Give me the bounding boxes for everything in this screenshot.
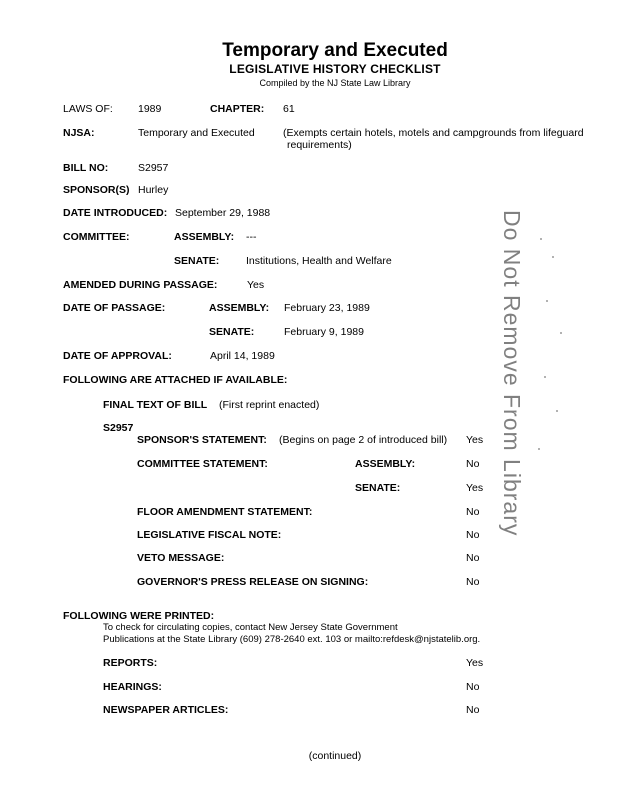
newspaper-label: NEWSPAPER ARTICLES: — [103, 704, 229, 716]
scan-speck — [556, 410, 558, 412]
committee-senate-value: Institutions, Health and Welfare — [246, 255, 392, 267]
bill-no-value: S2957 — [138, 162, 169, 174]
newspaper-value: No — [466, 704, 480, 716]
njsa-value: Temporary and Executed — [138, 127, 255, 139]
laws-of-value: 1989 — [138, 103, 162, 115]
page-subtitle: LEGISLATIVE HISTORY CHECKLIST — [229, 62, 441, 76]
continued-note: (continued) — [308, 750, 362, 762]
press-release-label: GOVERNOR'S PRESS RELEASE ON SIGNING: — [137, 576, 369, 588]
cs-assembly-value: No — [466, 458, 480, 470]
date-passage-label: DATE OF PASSAGE: — [63, 302, 166, 314]
scan-speck — [544, 376, 546, 378]
bill-no-label: BILL NO: — [63, 162, 109, 174]
compiled-by: Compiled by the NJ State Law Library — [259, 78, 411, 88]
hearings-label: HEARINGS: — [103, 681, 162, 693]
sponsor-statement-note: (Begins on page 2 of introduced bill) — [279, 434, 448, 446]
floor-amendment-value: No — [466, 506, 480, 518]
reports-value: Yes — [466, 657, 484, 669]
passage-senate-value: February 9, 1989 — [284, 326, 364, 338]
date-introduced-value: September 29, 1988 — [175, 207, 271, 219]
hearings-value: No — [466, 681, 480, 693]
scan-speck — [540, 238, 542, 240]
scan-speck — [538, 448, 540, 450]
njsa-note-line-2: requirements) — [287, 139, 352, 151]
njsa-note-line-1: (Exempts certain hotels, motels and campgrounds from lifeguard — [283, 127, 584, 139]
laws-of-label: LAWS OF: — [63, 103, 113, 115]
cs-senate-label: SENATE: — [355, 482, 401, 494]
reports-label: REPORTS: — [103, 657, 158, 669]
sponsor-label: SPONSOR(S) — [63, 184, 130, 196]
veto-message-label: VETO MESSAGE: — [137, 552, 225, 564]
date-approval-label: DATE OF APPROVAL: — [63, 350, 172, 362]
chapter-value: 61 — [283, 103, 295, 115]
sponsor-value: Hurley — [138, 184, 169, 196]
final-text-label: FINAL TEXT OF BILL — [103, 399, 208, 411]
committee-senate-label: SENATE: — [174, 255, 220, 267]
sponsor-statement-label: SPONSOR'S STATEMENT: — [137, 434, 267, 446]
committee-statement-label: COMMITTEE STATEMENT: — [137, 458, 268, 470]
scan-speck — [552, 256, 554, 258]
committee-assembly-value: --- — [246, 231, 257, 243]
passage-assembly-label: ASSEMBLY: — [209, 302, 270, 314]
date-introduced-label: DATE INTRODUCED: — [63, 207, 168, 219]
bill-tag: S2957 — [103, 422, 134, 434]
scan-speck — [546, 300, 548, 302]
passage-senate-label: SENATE: — [209, 326, 255, 338]
veto-message-value: No — [466, 552, 480, 564]
chapter-label: CHAPTER: — [210, 103, 265, 115]
njsa-label: NJSA: — [63, 127, 95, 139]
scan-speck — [560, 332, 562, 334]
fiscal-note-value: No — [466, 529, 480, 541]
amended-label: AMENDED DURING PASSAGE: — [63, 279, 218, 291]
printed-note-line-1: To check for circulating copies, contact New Jersey State Government — [103, 622, 398, 633]
final-text-note: (First reprint enacted) — [219, 399, 320, 411]
committee-label: COMMITTEE: — [63, 231, 130, 243]
printed-note-line-2: Publications at the State Library (609) 278-2640 ext. 103 or mailto:refdesk@njstatelib.org. — [103, 634, 481, 645]
passage-assembly-value: February 23, 1989 — [284, 302, 370, 314]
cs-senate-value: Yes — [466, 482, 484, 494]
fiscal-note-label: LEGISLATIVE FISCAL NOTE: — [137, 529, 282, 541]
press-release-value: No — [466, 576, 480, 588]
date-approval-value: April 14, 1989 — [210, 350, 275, 362]
committee-assembly-label: ASSEMBLY: — [174, 231, 235, 243]
page-title: Temporary and Executed — [222, 40, 448, 61]
amended-value: Yes — [247, 279, 265, 291]
cs-assembly-label: ASSEMBLY: — [355, 458, 416, 470]
attached-heading: FOLLOWING ARE ATTACHED IF AVAILABLE: — [63, 374, 288, 386]
printed-heading: FOLLOWING WERE PRINTED: — [63, 610, 215, 622]
library-stamp: Do Not Remove From Library — [499, 210, 525, 537]
floor-amendment-label: FLOOR AMENDMENT STATEMENT: — [137, 506, 313, 518]
sponsor-statement-value: Yes — [466, 434, 484, 446]
